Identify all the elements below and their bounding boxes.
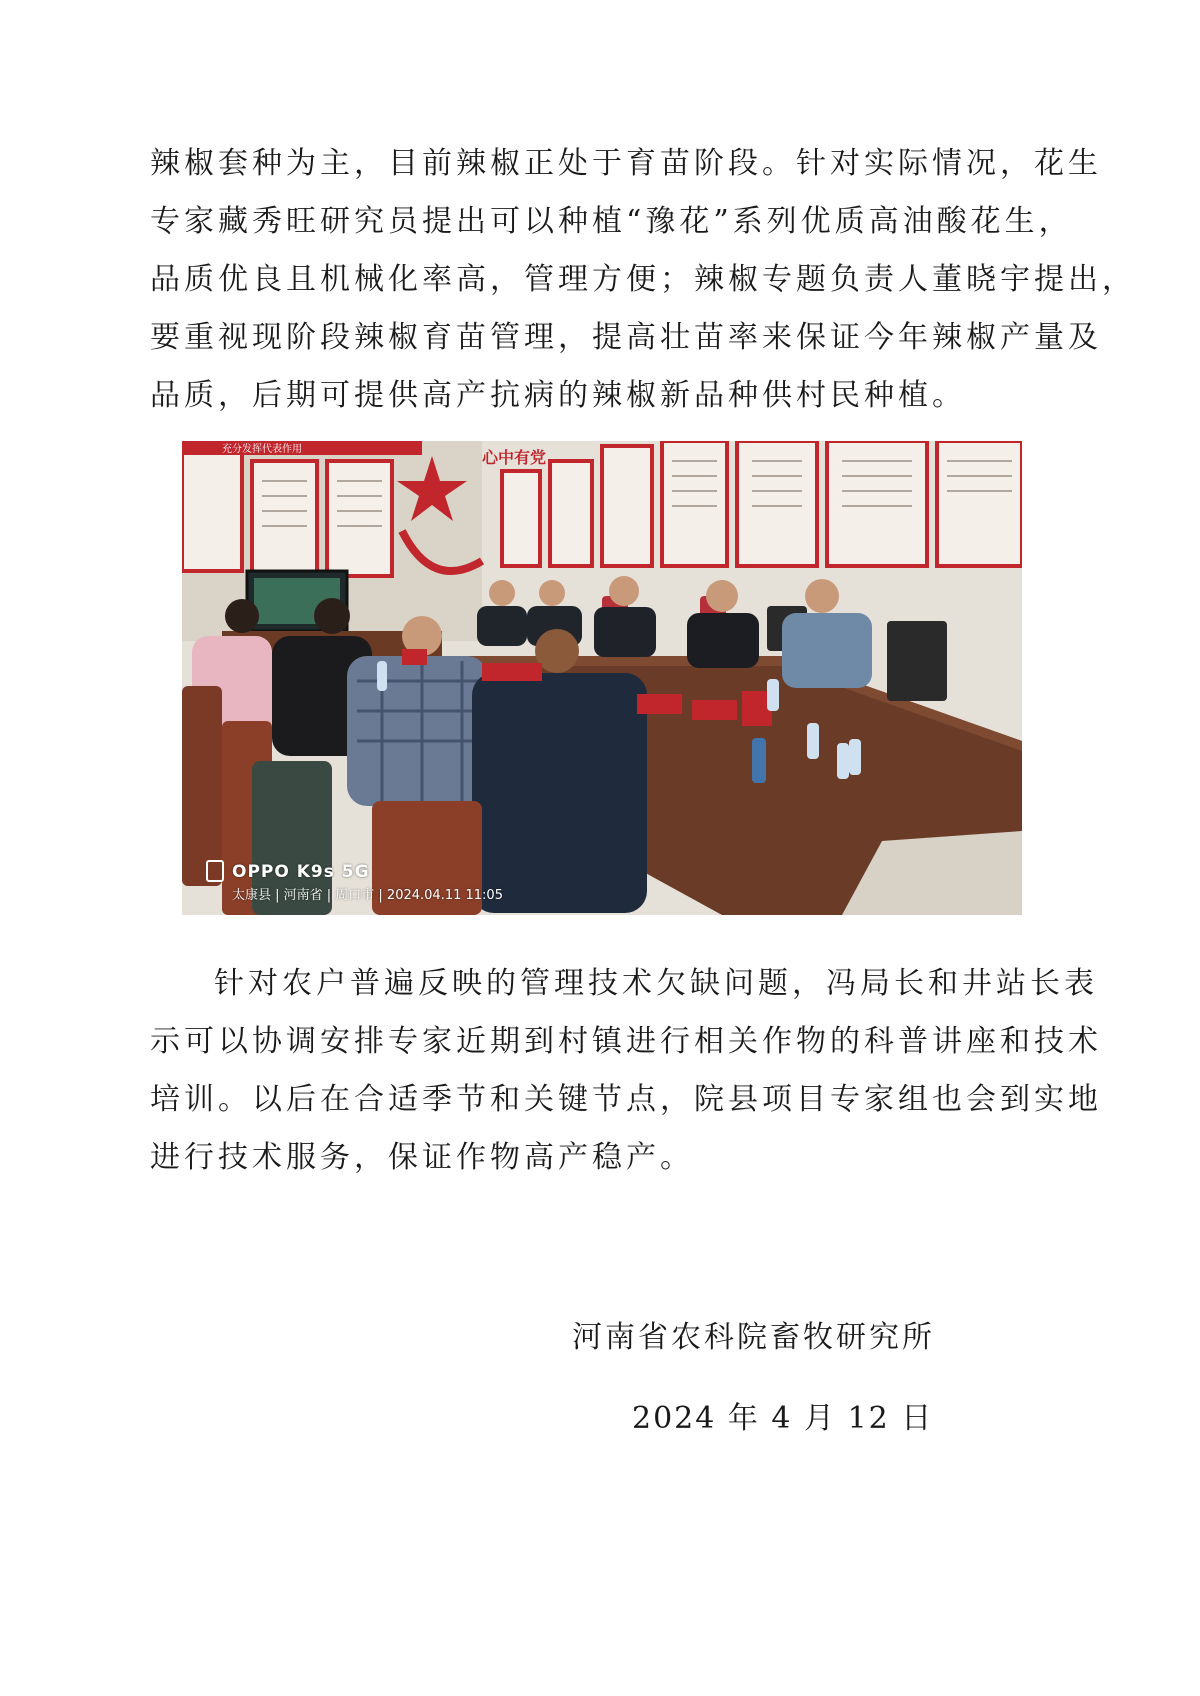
- paragraph-2-line: 进行技术服务，保证作物高产稳产。: [150, 1140, 694, 1175]
- paragraph-2-line: 示可以协调安排专家近期到村镇进行相关作物的科普讲座和技术: [150, 1024, 1102, 1059]
- paragraph-2-line: 培训。以后在合适季节和关键节点，院县项目专家组也会到实地: [150, 1082, 1102, 1117]
- paragraph-1-line: 品质，后期可提供高产抗病的辣椒新品种供村民种植。: [150, 378, 966, 413]
- banner-text-2: 心中有党: [482, 448, 547, 467]
- watermark-location: 太康县 | 河南省 | 周口市 | 2024.04.11 11:05: [232, 888, 503, 903]
- paragraph-2-line: 针对农户普遍反映的管理技术欠缺问题，冯局长和井站长表: [214, 966, 1098, 1001]
- watermark-brand: OPPO K9s 5G: [232, 862, 370, 882]
- meeting-scene-illustration: [182, 441, 1022, 915]
- paragraph-1-line: 辣椒套种为主，目前辣椒正处于育苗阶段。针对实际情况，花生: [150, 146, 1102, 181]
- signature-organization: 河南省农科院畜牧研究所: [572, 1320, 935, 1355]
- photo-watermark: [206, 862, 503, 903]
- camera-brand-icon: [206, 860, 224, 882]
- paragraph-1-line: 要重视现阶段辣椒育苗管理，提高壮苗率来保证今年辣椒产量及: [150, 320, 1102, 355]
- paragraph-1-line: 品质优良且机械化率高，管理方便；辣椒专题负责人董晓宇提出，: [150, 262, 1136, 297]
- meeting-photo: [182, 441, 1022, 915]
- signature-date: 2024 年 4 月 12 日: [632, 1401, 934, 1436]
- banner-text: 充分发挥代表作用: [222, 444, 302, 455]
- paragraph-1-line: 专家藏秀旺研究员提出可以种植“豫花”系列优质高油酸花生，: [150, 204, 1073, 239]
- paragraph-1: [150, 135, 1136, 425]
- paragraph-2: [150, 955, 1102, 1187]
